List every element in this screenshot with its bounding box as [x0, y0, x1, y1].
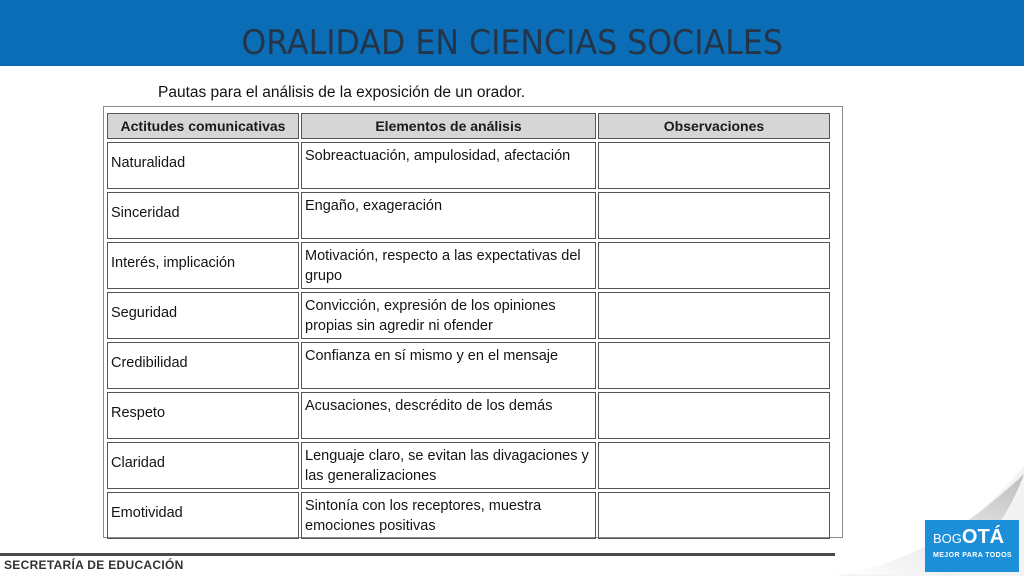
- logo-main-text: OTÁ: [961, 526, 1005, 548]
- observations-cell[interactable]: [598, 392, 830, 439]
- elements-cell: Acusaciones, descrédito de los demás: [301, 392, 596, 439]
- header-observations: Observaciones: [598, 113, 830, 139]
- table-row: [107, 192, 830, 239]
- elements-cell: Sintonía con los receptores, muestra emociones positivas: [301, 492, 596, 539]
- elements-cell: Convicción, expresión de los opiniones propias sin agredir ni ofender: [301, 292, 596, 339]
- elements-cell: Engaño, exageración: [301, 192, 596, 239]
- elements-cell: Confianza en sí mismo y en el mensaje: [301, 342, 596, 389]
- attitude-cell: Claridad: [107, 442, 299, 489]
- elements-cell: Sobreactuación, ampulosidad, afectación: [301, 142, 596, 189]
- logo-wordmark: [933, 526, 1004, 550]
- attitude-cell: Credibilidad: [107, 342, 299, 389]
- bogota-logo: [925, 520, 1019, 572]
- attitude-cell: Emotividad: [107, 492, 299, 539]
- footer-divider: [0, 553, 835, 556]
- observations-cell[interactable]: [598, 442, 830, 489]
- table-row: [107, 142, 830, 189]
- attitude-cell: Sinceridad: [107, 192, 299, 239]
- elements-cell: Motivación, respecto a las expectativas del grupo: [301, 242, 596, 289]
- table-header-row: [107, 113, 830, 139]
- analysis-table: [105, 110, 832, 542]
- slide-title: [0, 0, 1024, 66]
- elements-cell: Lenguaje claro, se evitan las divagaciones y las generalizaciones: [301, 442, 596, 489]
- logo-tagline: MEJOR PARA TODOS: [933, 552, 1013, 559]
- observations-cell[interactable]: [598, 342, 830, 389]
- attitude-cell: Respeto: [107, 392, 299, 439]
- table-row: [107, 242, 830, 289]
- observations-cell[interactable]: [598, 192, 830, 239]
- attitude-cell: Naturalidad: [107, 142, 299, 189]
- table-row: [107, 342, 830, 389]
- table-row: [107, 492, 830, 539]
- table-row: [107, 392, 830, 439]
- slide-title-text: ORALIDAD EN CIENCIAS SOCIALES: [241, 23, 783, 63]
- header-elements: Elementos de análisis: [301, 113, 596, 139]
- logo-prefix: BOG: [933, 531, 962, 546]
- observations-cell[interactable]: [598, 242, 830, 289]
- observations-cell[interactable]: [598, 142, 830, 189]
- header-attitudes: Actitudes comunicativas: [107, 113, 299, 139]
- slide-subtitle: Pautas para el análisis de la exposición de un orador.: [158, 84, 526, 101]
- observations-cell[interactable]: [598, 292, 830, 339]
- table-row: [107, 442, 830, 489]
- observations-cell[interactable]: [598, 492, 830, 539]
- attitude-cell: Seguridad: [107, 292, 299, 339]
- table-row: [107, 292, 830, 339]
- footer-organization: SECRETARÍA DE EDUCACIÓN: [4, 558, 184, 572]
- attitude-cell: Interés, implicación: [107, 242, 299, 289]
